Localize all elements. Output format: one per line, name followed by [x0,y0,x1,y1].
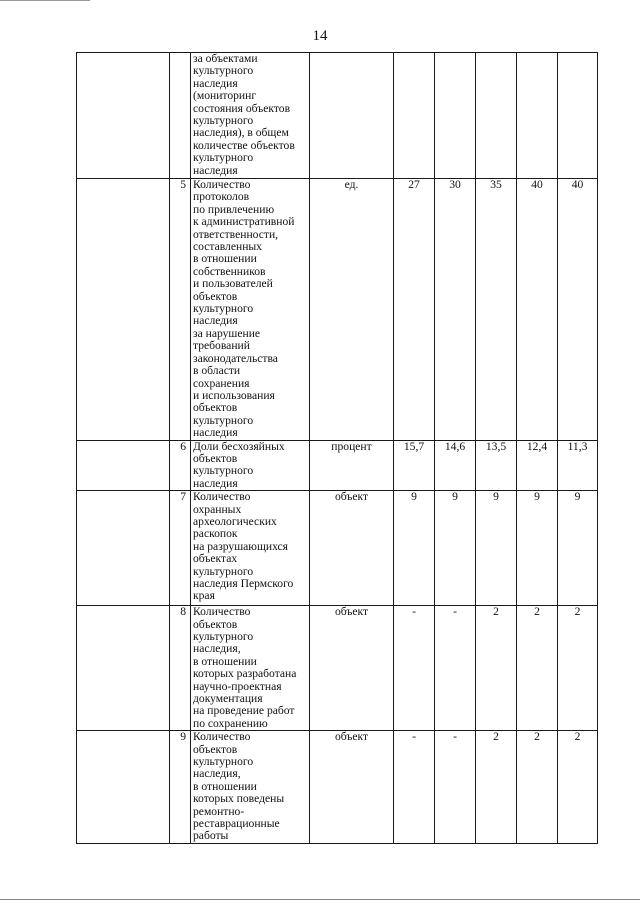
value-cell: 9 [394,491,435,606]
indicator-name-cell: за объектами культурного наследия (мониторинг состояния объектов культурного наследия), в общем количестве объектов культурного наследия [191,53,310,179]
unit-cell: ед. [310,179,394,441]
value-cell: 14,6 [435,440,476,491]
blank-cell [77,491,170,606]
value-cell [558,53,598,179]
indicator-name-cell: Количество охранных археологических раскопок на разрушающихся объектах культурного наследия Пермского края [191,491,310,606]
unit-cell: объект [310,606,394,731]
value-cell: - [435,606,476,731]
value-cell: 40 [558,179,598,441]
row-number-cell: 7 [170,491,191,606]
row-number-cell [170,53,191,179]
value-cell: 15,7 [394,440,435,491]
value-cell: - [394,606,435,731]
value-cell: 30 [435,179,476,441]
value-cell: 2 [476,731,517,844]
indicator-name-cell: Количество протоколов по привлечению к административной ответственности, составленных в отношении собственников и пользователей объектов культурного наследия за нарушение требований законодательства в области сохранения и использования объектов культурного наследия [191,179,310,441]
value-cell: 11,3 [558,440,598,491]
top-edge-line [0,0,90,1]
indicator-name-cell: Количество объектов культурного наследия, в отношении которых поведены ремонтно- реставрационные работы [191,731,310,844]
unit-cell: объект [310,731,394,844]
value-cell [394,53,435,179]
value-cell: 2 [517,731,558,844]
page-number: 14 [312,28,328,44]
unit-cell: объект [310,491,394,606]
blank-cell [77,440,170,491]
value-cell: 2 [558,606,598,731]
value-cell: 13,5 [476,440,517,491]
value-cell: 9 [476,491,517,606]
value-cell: 9 [435,491,476,606]
value-cell: 40 [517,179,558,441]
table-row [77,440,598,491]
table-row [77,491,598,606]
value-cell: 27 [394,179,435,441]
unit-cell [310,53,394,179]
value-cell [435,53,476,179]
value-cell: 2 [517,606,558,731]
value-cell: 2 [476,606,517,731]
indicator-name-cell: Доли бесхозяйных объектов культурного наследия [191,440,310,491]
indicators-table [76,52,598,844]
table-row [77,53,598,179]
value-cell: 12,4 [517,440,558,491]
unit-cell: процент [310,440,394,491]
blank-cell [77,53,170,179]
value-cell: - [435,731,476,844]
row-number-cell: 5 [170,179,191,441]
row-number-cell: 9 [170,731,191,844]
indicator-name-cell: Количество объектов культурного наследия, в отношении которых разработана научно-проектная документация на проведение работ по сохранению [191,606,310,731]
blank-cell [77,179,170,441]
value-cell: - [394,731,435,844]
row-number-cell: 6 [170,440,191,491]
value-cell: 2 [558,731,598,844]
table-row [77,179,598,441]
value-cell: 9 [558,491,598,606]
bottom-edge-line [0,899,640,900]
blank-cell [77,606,170,731]
blank-cell [77,731,170,844]
value-cell [517,53,558,179]
value-cell [476,53,517,179]
table-row [77,731,598,844]
value-cell: 9 [517,491,558,606]
row-number-cell: 8 [170,606,191,731]
table-row [77,606,598,731]
value-cell: 35 [476,179,517,441]
